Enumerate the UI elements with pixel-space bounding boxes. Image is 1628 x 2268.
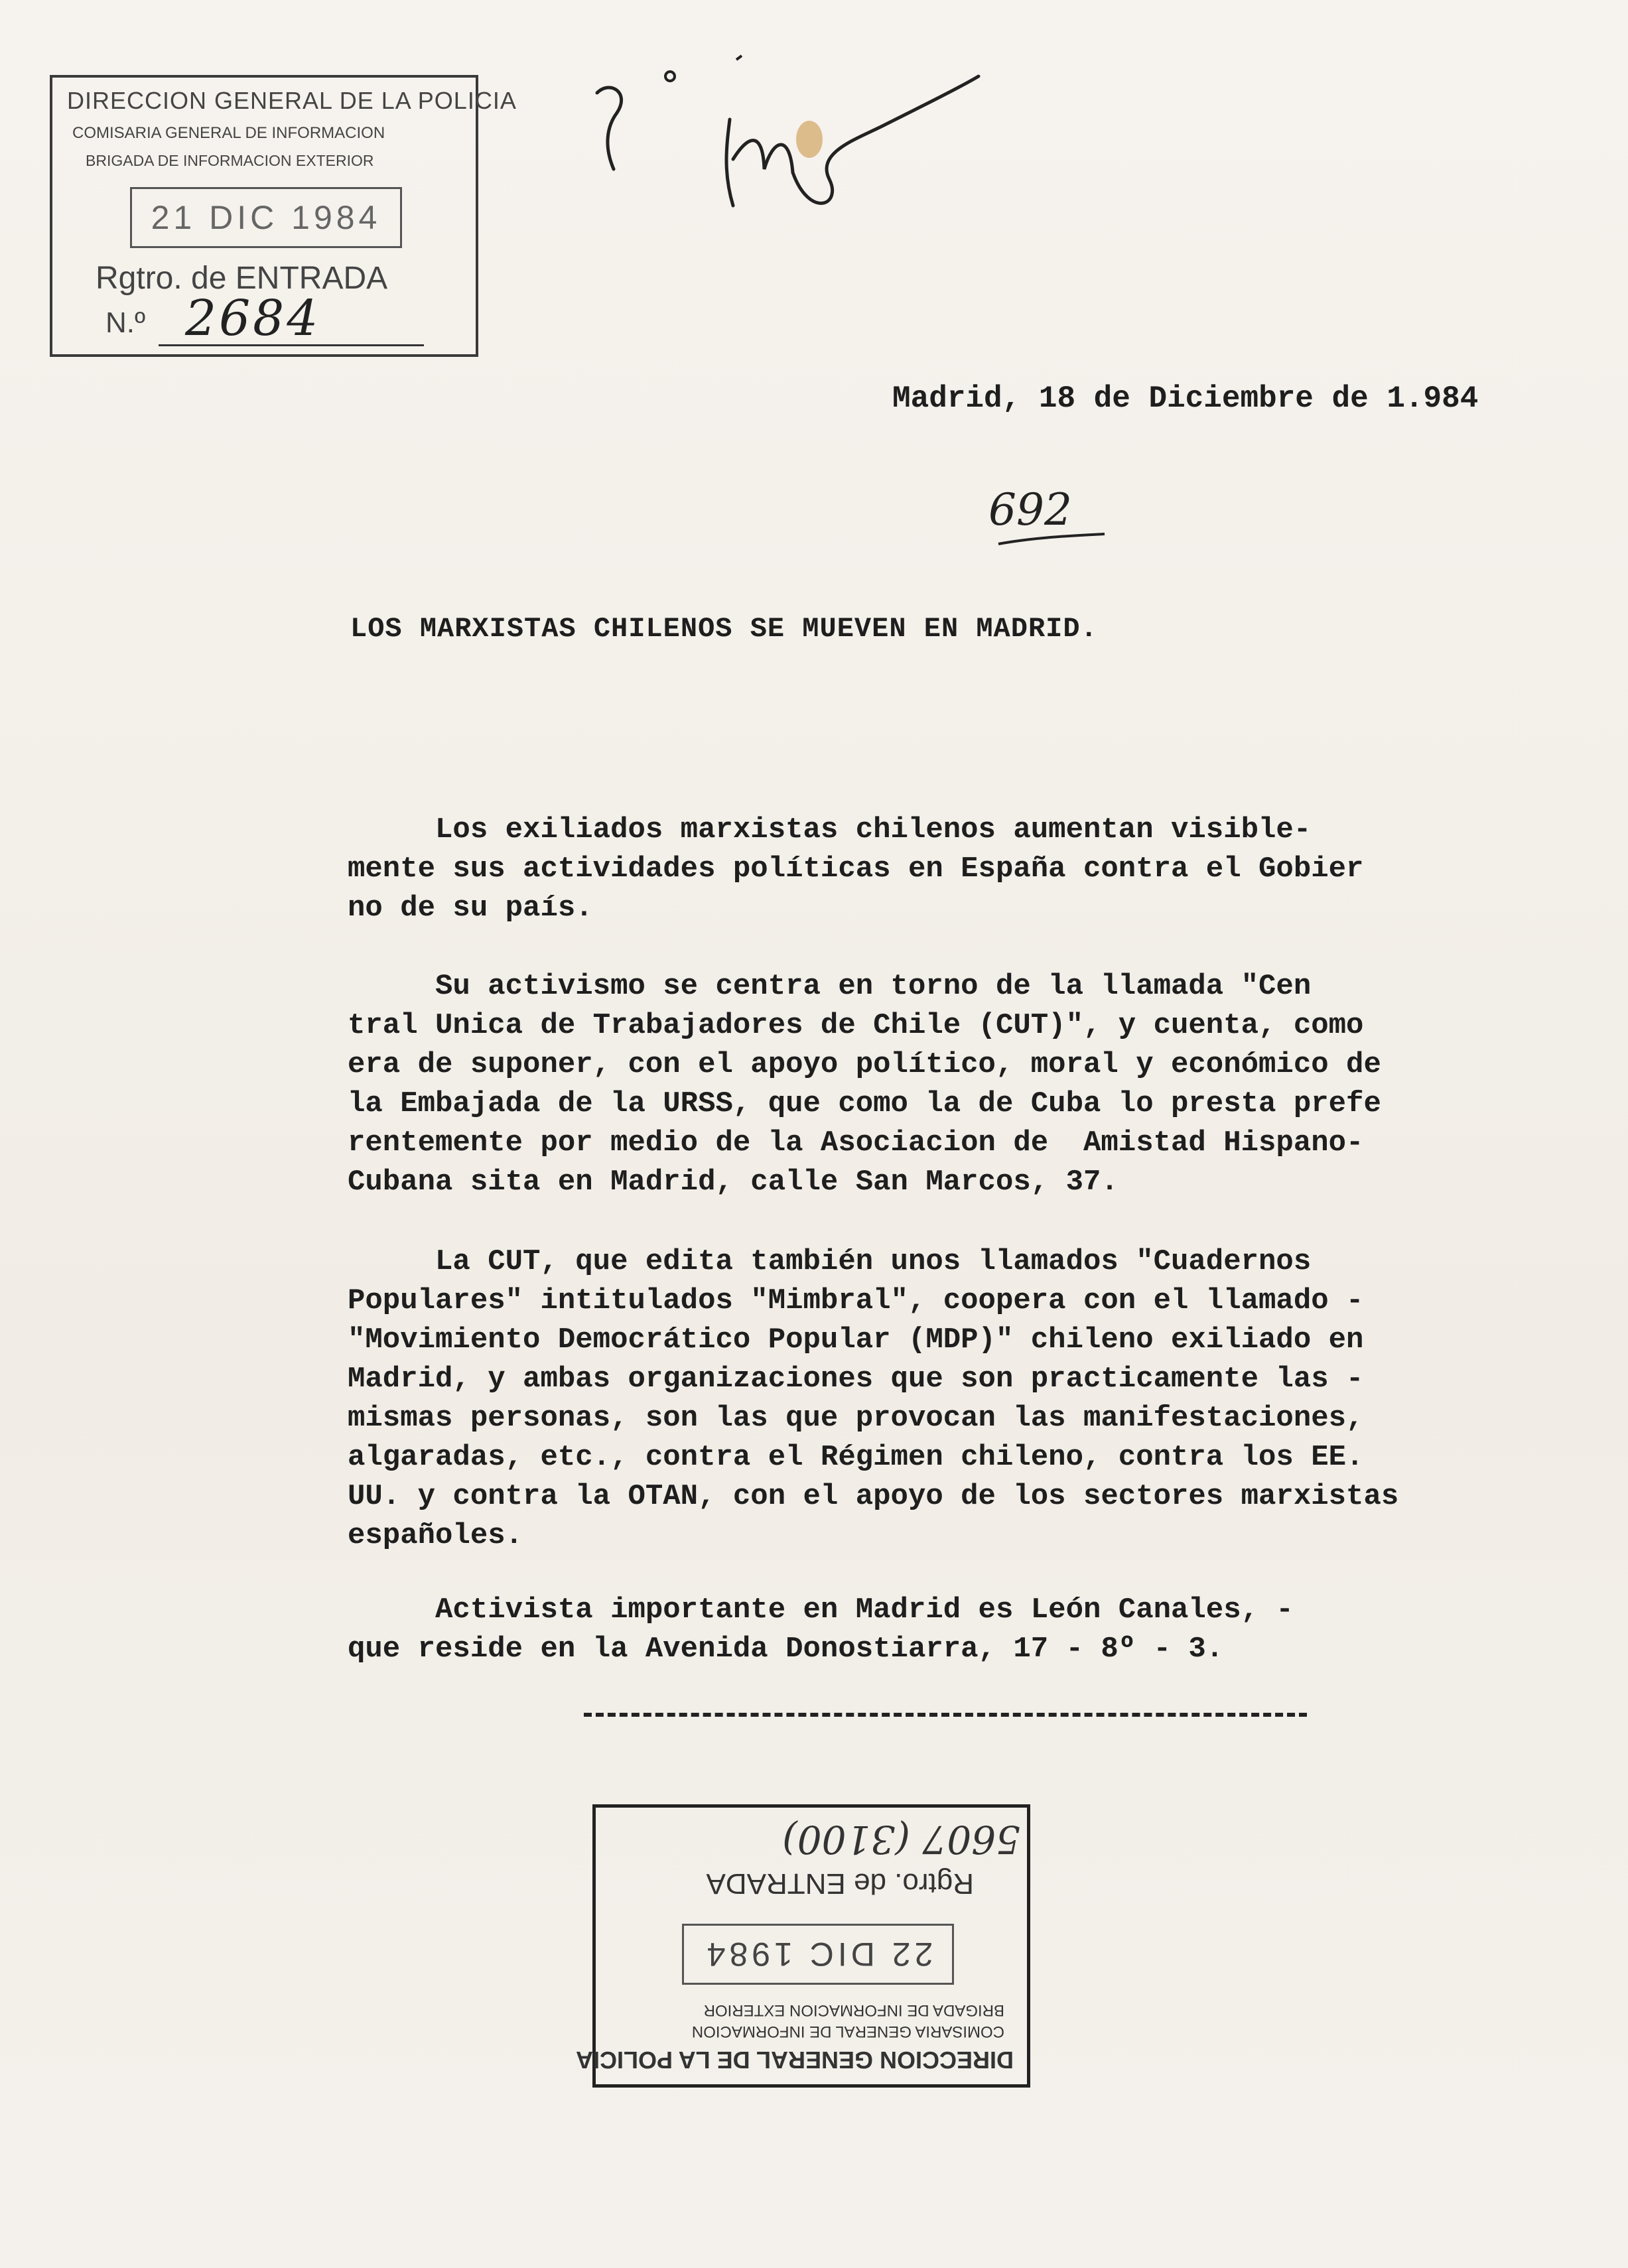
stamp-register-label: Rgtro. de ENTRADA [96,261,388,296]
stamp-register-label: Rgtro. de ENTRADA [706,1867,974,1900]
stamp-commissary-line: COMISARIA GENERAL DE INFORMACION [72,124,385,142]
letter-dateline: Madrid, 18 de Diciembre de 1.984 [892,381,1479,416]
stamp-entry-number: 2684 [185,290,321,347]
handwritten-reference-number: 692 [988,484,1072,535]
paragraph-line: que reside en la Avenida Donostiarra, 17 - 8º - 3. [348,1633,1224,1666]
paragraph-line: "Movimiento Democrático Popular (MDP)" chileno exiliado en [348,1323,1364,1357]
stamp-brigade-line: BRIGADA DE INFORMACION EXTERIOR [86,152,374,169]
entry-stamp-bottom [575,1804,1030,2088]
paragraph-line: rentemente por medio de la Asociacion de Amistad Hispano- [348,1126,1364,1160]
paragraph-line: mente sus actividades políticas en España contra el Gobier [348,852,1364,886]
stamp-agency-line: DIRECCION GENERAL DE LA POLICIA [67,87,517,114]
paragraph-line: Populares" intitulados "Mimbral", coopera con el llamado - [348,1284,1364,1317]
paragraph-line: algaradas, etc., contra el Régimen chileno, contra los EE. [348,1441,1364,1474]
stamp-commissary-line: COMISARIA GENERAL DE INFORMACION [691,2023,1004,2040]
entry-stamp-top [50,75,517,357]
stamp-date: 21 DIC 1984 [130,187,402,248]
paragraph-line: tral Unica de Trabajadores de Chile (CUT)", y cuenta, como [348,1009,1364,1042]
stamp-number-underline [159,344,424,346]
paragraph-line: Activista importante en Madrid es León Canales, - [348,1593,1294,1627]
handwritten-signature-icon [590,53,988,226]
paragraph-line: Cubana sita en Madrid, calle San Marcos, 37. [348,1166,1119,1199]
paragraph-line: La CUT, que edita también unos llamados "Cuadernos [348,1245,1312,1278]
stamp-bottom-rotated-content [575,1808,1027,2084]
paragraph-line: mismas personas, son las que provocan las manifestaciones, [348,1402,1364,1435]
paragraph-line: Madrid, y ambas organizaciones que son practicamente las - [348,1363,1364,1396]
stamp-agency-line: DIRECCION GENERAL DE LA POLICIA [575,2046,1014,2074]
body-paragraph-1 [348,811,1555,928]
paragraph-line: no de su país. [348,892,593,925]
paragraph-line: Los exiliados marxistas chilenos aumentan visible- [348,813,1312,846]
body-paragraph-4 [348,1591,1555,1669]
closing-dashed-rule [584,1713,1307,1717]
stamp-date: 22 DIC 1984 [682,1924,954,1985]
paragraph-line: españoles. [348,1519,523,1552]
document-title: LOS MARXISTAS CHILENOS SE MUEVEN EN MADRID. [350,613,1098,645]
body-paragraph-2 [348,967,1555,1202]
paragraph-line: era de suponer, con el apoyo político, moral y económico de [348,1048,1381,1081]
paragraph-line: Su activismo se centra en torno de la llamada "Cen [348,970,1312,1003]
stamp-brigade-line: BRIGADA DE INFORMACION EXTERIOR [703,2001,1004,2019]
stamp-entry-number: 5607 (3100) [782,1817,1020,1862]
paragraph-line: UU. y contra la OTAN, con el apoyo de los sectores marxistas [348,1480,1399,1513]
stamp-number-label: N.º [105,306,146,339]
body-paragraph-3 [348,1242,1555,1556]
handwritten-underline-icon [995,531,1108,551]
paragraph-line: la Embajada de la URSS, que como la de Cuba lo presta prefe [348,1087,1381,1120]
